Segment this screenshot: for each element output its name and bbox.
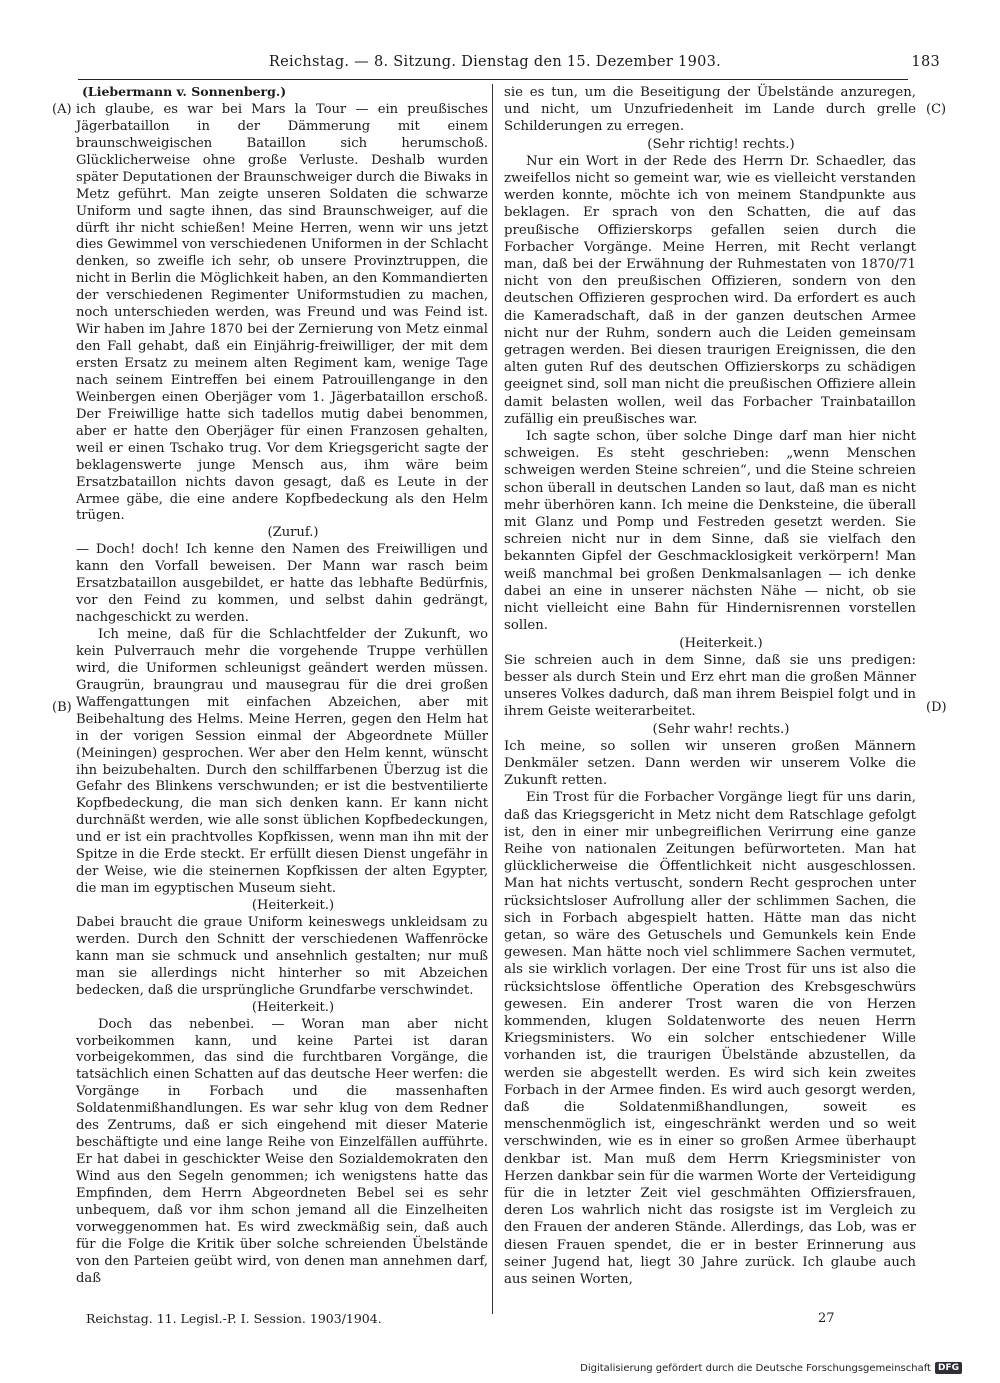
speaker-name: (Liebermann v. Sonnenberg.) [82, 84, 287, 99]
paragraph: Ich meine, daß für die Schlachtfelder der Zukunft, wo kein Pulverrauch mehr die vorgehende Truppe verhüllen wird, die Uniformen schleunigst geändert werden müssen. Graugrün, braungrau und mausegrau für die drei großen Waffengattungen mit einfachen Abzeichen, aber mit Beibehaltung des Helms. Meine Herren, gegen den Helm hat in der vorigen Session einmal der Abgeordnete Müller (Meiningen) gesprochen. Wer aber den Helm kennt, wünscht ihn beizubehalten. Durch den schilffarbenen Überzug ist die Gefahr des Blinkens verschwunden; er ist die bestventilierte Kopfbedeckung, die man sich denken kann. Er kann nicht durchnäßt werden, wie alle sonst üblichen Kopfbedeckungen, und er ist ein prachtvolles Kopfkissen, wenn man ihn mit der Spitze in die Erde steckt. Er erfüllt diesen Dienst ungefähr in der Weise, wie die steinernen Kopfkissen der alten Egypter, die man im egyptischen Museum sieht. [76, 627, 488, 897]
margin-marker-a: (A) [52, 102, 72, 117]
footer-signature: Reichstag. 11. Legisl.-P. I. Session. 1903/1904. [86, 1311, 382, 1326]
interjection: (Heiterkeit.) [251, 898, 335, 913]
paragraph: Ein Trost für die Forbacher Vorgänge liegt für uns darin, daß das Kriegsgericht in Metz nicht dem Ratschlage gefolgt ist, den in einer mir unbegreiflichen Verirrung eine ganze Reihe von nationalen Zeitungen befürworteten. Man hat glücklicherweise die Öffentlichkeit nicht ausgeschlossen. Man hat nichts vertuscht, sondern Recht gesprochen unter rücksichtsloser Aufrollung aller der schlimmen Sachen, die sich in Forbach abgespielt hatten. Hätte man das nicht getan, so wäre des Getuschels und Gemunkels kein Ende gewesen. Man hätte noch viel schlimmere Sachen vermutet, als sie wirklich vorlagen. Der eine Trost für uns ist also die rücksichtslose öffentliche Operation des Krebsgeschwürs gewesen. Ein anderer Trost waren die von Herzen kommenden, klugen Soldatenworte des neuen Herrn Kriegsministers. Wo ein solcher entschiedener Wille vorhanden ist, die traurigen Übelstände abzustellen, da werden sie abgestellt werden. Es wird sich kein zweites Forbach in der Armee finden. Es wird auch gesorgt werden, daß die Soldatenmißhandlungen, soweit es menschenmöglich ist, eingeschränkt werden und so weit verschwinden, wie es in einer so großen Armee überhaupt denkbar ist. Man muß dem Herrn Kriegsminister von Herzen dankbar sein für die warmen Worte der Verteidigung für die in letzter Zeit viel geschmähten Offiziersfrauen, deren Los wahrlich nicht das rosigste ist im Vergleich zu den Frauen der anderen Stände. Allerdings, das Lob, was er diesen Frauen spendet, die er in bester Erinnerung aus seiner Jugend hat, liegt 30 Jahre zurück. Ich glaube auch aus seinen Worten, [504, 790, 916, 1288]
paragraph: — Doch! doch! Ich kenne den Namen des Freiwilligen und kann den Vorfall beweisen. Der Mann war rasch beim Ersatzbataillon ausgebildet, er hatte das lebhafte Bedürfnis, vor den Feind zu kommen, und selbst dahin gedrängt, nachgeschickt zu werden. [76, 542, 488, 626]
margin-marker-c: (C) [926, 102, 947, 117]
paragraph: ich glaube, es war bei Mars la Tour — ein preußisches Jägerbataillon in der Dämmerung mit einem braunschweigischen Bataillon sich herumschoß. Glücklicherweise ohne große Verluste. Deshalb wurden später Deputationen der Braunschweiger durch die Biwaks in Metz geführt. Man zeigte unseren Soldaten die schwarze Uniform und sagte ihnen, das sind Braunschweiger, auf die dürft ihr nicht schießen! Meine Herren, wenn wir uns jetzt dies Gewimmel von verschiedenen Uniformen in der Schlacht denken, so zweifle ich sehr, ob unsere Provinztruppen, die nicht in Berlin die Möglichkeit haben, an den Kommandierten der verschiedenen Regimenter Uniformstudien zu machen, noch unterschieden werden, was Freund und was Feind ist. Wir haben im Jahre 1870 bei der Zernierung von Metz einmal den Fall gehabt, daß ein Einjährig-freiwilliger, der mit dem ersten Ersatz zu meinem alten Regiment kam, wenige Tage nach seinem Eintreffen bei einem Patrouillengange in den Weinbergen einen Oberjäger vom 1. Jägerbataillon erschoß. Der Freiwillige hatte sich tadellos mutig dabei benommen, aber er hatte den Oberjäger für einen Franzosen gehalten, weil er einen Tschako trug. Vor dem Kriegsgericht sagte der beklagenswerte junge Mensch aus, ihm wäre beim Ersatzbataillon nichts davon gesagt, daß es Leute in der Armee gäbe, die eine andere Kopfbedeckung als den Helm trügen. [76, 101, 488, 524]
header-title: Reichstag. — 8. Sitzung. Dienstag den 15. Dezember 1903. [268, 54, 722, 70]
left-column [76, 84, 488, 1288]
right-column [504, 84, 916, 1288]
paragraph: Ich meine, so sollen wir unseren großen Männern Denkmäler setzen. Dann werden wir unserem Volke die Zukunft retten. [504, 738, 916, 789]
interjection: (Heiterkeit.) [251, 999, 335, 1015]
sheet-number: 27 [818, 1311, 835, 1326]
paragraph: sie es tun, um die Beseitigung der Übelstände anzuregen, und nicht, um Unzufriedenheit im Lande durch grelle Schilderungen zu erregen. [504, 85, 916, 135]
interjection: (Sehr richtig! rechts.) [647, 136, 795, 152]
paragraph: Ich sagte schon, über solche Dinge darf man hier nicht schweigen. Es steht geschrieben: „wenn Menschen schweigen werden Steine schreien“, und die Steine schreien schon überall in deutschen Landen so laut, daß man es nicht mehr überhören kann. Ich meine die Denksteine, die überall mit Glanz und Pomp und Festreden gesetzt werden. Sie schreien nicht nur in dem Sinne, daß sie vielfach den bekannten Gipfel der Geschmacklosigkeit verkörpern! Man weiß manchmal bei großen Denkmalsanlagen — ich denke dabei an eine in unserer nächsten Nähe — nicht, ob sie nicht vielleicht eine Bahn für Hindernisrennen vorstellen sollen. [504, 429, 916, 634]
paragraph: Sie schreien auch in dem Sinne, daß sie uns predigen: besser als durch Stein und Erz ehrt man die großen Männer unseres Volkes dadurch, daß man ihrem Beispiel folgt und in ihrem Geiste weiterarbeitet. [504, 652, 916, 720]
margin-marker-d: (D) [926, 700, 947, 715]
header-rule [78, 79, 908, 80]
digitization-credit [580, 1362, 962, 1374]
dfg-logo: DFG [935, 1362, 962, 1374]
credit-text: Digitalisierung gefördert durch die Deutsche Forschungsgemeinschaft [580, 1362, 931, 1374]
column-divider [492, 84, 493, 1314]
paragraph: Nur ein Wort in der Rede des Herrn Dr. Schaedler, das zweifellos nicht so gemeint war, wie es vielleicht verstanden werden konnte, möchte ich von meinem Standpunkte aus beklagen. Er sprach von den Schatten, die auf das preußische Offizierskorps gefallen seien durch die Forbacher Vorgänge. Meine Herren, mit Recht verlangt man, daß bei der Erwähnung der Ruhmestaten von 1870/71 nicht von den preußischen Offizieren, sondern von den deutschen Offizieren gesprochen wird. Da erfordert es auch die Kameradschaft, daß in der ganzen deutschen Armee nicht nur der Ruhm, sondern auch die Leiden gemeinsam getragen werden. Bei diesen traurigen Ereignissen, die den alten guten Ruf des deutschen Offizierskorps zu schädigen geeignet sind, soll man nicht die preußischen Offiziere allein damit belasten wollen, weil das Forbacher Trainbataillon zufällig ein preußisches war. [504, 153, 916, 427]
margin-marker-b: (B) [52, 700, 72, 715]
paragraph: Dabei braucht die graue Uniform keineswegs unkleidsam zu werden. Durch den Schnitt der verschiedenen Waffenröcke kann man sie schmuck und ansehnlich gestalten; nur muß man sie allerdings nicht hinterher so mit Abzeichen bedecken, daß die ursprüngliche Grundfarbe verschwindet. [76, 914, 488, 998]
running-header [50, 52, 940, 78]
interjection: (Heiterkeit.) [679, 635, 763, 651]
page-number: 183 [911, 54, 940, 70]
interjection: (Sehr wahr! rechts.) [652, 721, 790, 737]
interjection: (Zuruf.) [267, 525, 319, 541]
paragraph: Doch das nebenbei. — Woran man aber nicht vorbeikommen kann, und keine Partei ist daran vorbeigekommen, das sind die furchtbaren Vorgänge, die tatsächlich einen Schatten auf das deutsche Heer werfen: die Vorgänge in Forbach und die massenhaften Soldatenmißhandlungen. Es war sehr klug von dem Redner des Zentrums, daß er sich eingehend mit dieser Materie beschäftigte und eine lange Reihe von Einzelfällen aufführte. Er hat dabei in geschickter Weise den Sozialdemokraten den Wind aus den Segeln genommen; ich wenigstens hatte das Empfinden, dem Herrn Abgeordneten Bebel sei es sehr unbequem, daß vor ihm schon jemand all die Einzelheiten vorweggenommen hat. Es wird zweckmäßig sein, daß auch für die Folge die Kritik über solche schreienden Übelstände von den Parteien geübt wird, von denen man annehmen darf, daß [76, 1016, 488, 1286]
